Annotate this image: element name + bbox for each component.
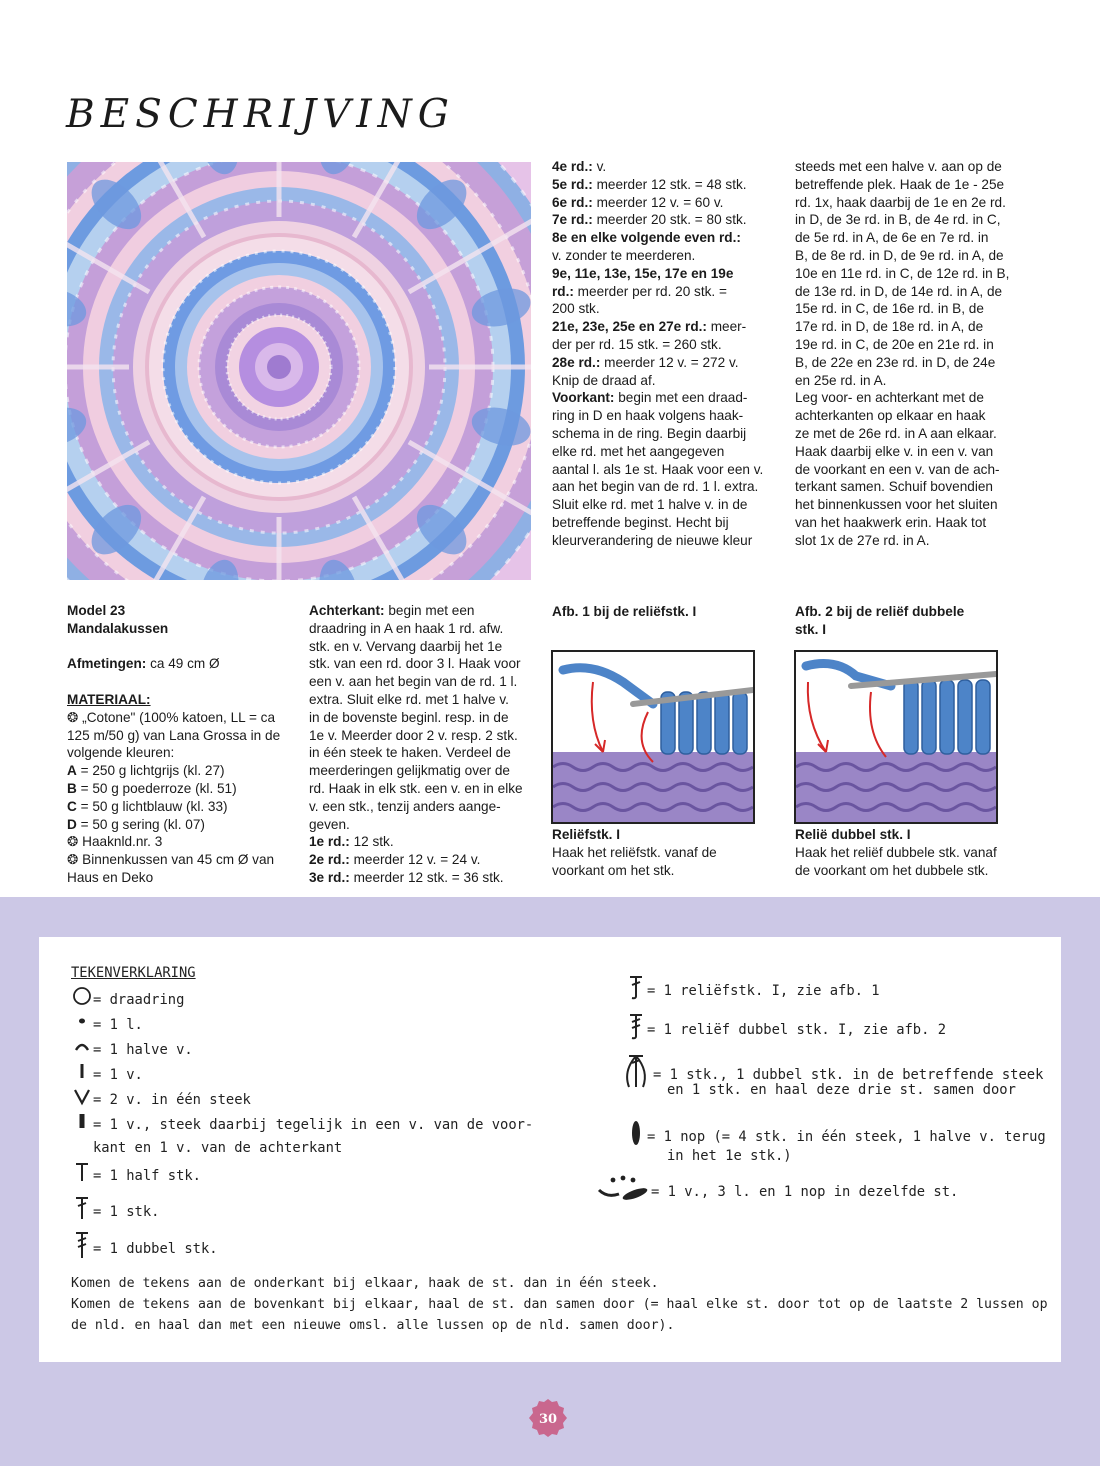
text-line: steeds met een halve v. aan op de (795, 159, 1002, 174)
text-line: v. een stk., tenzij anders aange- (309, 798, 501, 814)
mandala-illustration (67, 162, 531, 580)
legend-text: = 1 reliëf dubbel stk. I, zie afb. 2 (647, 1022, 947, 1038)
text-line: 17e rd. in D, de 18e rd. in A, de (795, 319, 984, 335)
back-label: Achterkant: (309, 603, 385, 618)
text-line: 15e rd. in C, de 16e rd. in B, de (795, 301, 984, 317)
text-line: meerderingen gelijkmatig over de (309, 763, 510, 779)
fig2-caption-title: Relië dubbel stk. I (795, 827, 911, 842)
color-row (67, 816, 292, 834)
fig1-caption-line: Haak het reliëfstk. vanaf de (552, 844, 717, 860)
text-line: Haak daarbij elke v. in een v. van (795, 443, 994, 459)
color-row (67, 762, 292, 780)
front-post-dc-icon (625, 974, 647, 1008)
color-key: D (67, 816, 77, 832)
page-number-badge (528, 1398, 568, 1438)
round-text: meerder 12 stk. = 48 stk. (592, 176, 747, 192)
color-row (67, 780, 292, 798)
text-line: betreffende plek. Haak de 1e - 25e (795, 176, 1005, 192)
text-line: draadring in A en haak 1 rd. afw. (309, 620, 504, 636)
text-line: 1e v. Meerder door 2 v. resp. 2 stk. (309, 727, 518, 743)
text-line: een v. aan het begin van de rd. 1 l. (309, 674, 518, 690)
color-key: C (67, 798, 77, 814)
text-line: aan het begin van de rd. 1 l. extra. (552, 479, 759, 495)
yarn-line-2: 125 m/50 g) van (67, 727, 166, 743)
text-line: begin met een draad- (614, 390, 748, 406)
chain-dot-icon (71, 1011, 93, 1039)
legend-item (71, 1161, 201, 1191)
round-row (552, 158, 774, 176)
cluster-icon (619, 1053, 653, 1097)
back-instructions-column (309, 602, 534, 887)
text-line: het binnenkussen voor het sluiten (795, 497, 998, 513)
size-value: ca 49 cm Ø (150, 656, 220, 672)
text-line: betreffende beginst. Hecht bij (552, 514, 729, 530)
fig2-caption (795, 826, 997, 879)
single-crochet-icon (71, 1061, 93, 1089)
text-line: in één steek te haken. Verdeel de (309, 745, 511, 761)
text-line: begin met een (388, 603, 475, 618)
yarn-brand: Lana Grossa (169, 727, 247, 743)
color-row (67, 798, 292, 816)
round-label: 28e rd.: (552, 354, 601, 370)
color-key: B (67, 780, 77, 796)
ring-icon (71, 986, 93, 1014)
text-line: slot 1x de 27e rd. in A. (795, 532, 930, 548)
round-text: meer- (706, 319, 747, 335)
materials-column (67, 602, 292, 887)
round-text: meerder 12 v. = 60 v. (592, 194, 724, 210)
round-row (309, 869, 534, 887)
fig2-title-line: stk. I (795, 621, 826, 637)
text-line: Sluit elke rd. met 1 halve v. in de (552, 497, 748, 513)
text-line: kleurverandering de nieuwe kleur (552, 532, 753, 548)
round-text: meerder per rd. 20 stk. = (573, 283, 727, 299)
legend-item (71, 986, 184, 1014)
cushion-line-1: Binnenkussen van 45 cm Ø van (82, 852, 275, 868)
round-label: 7e rd.: (552, 212, 593, 228)
text-line: stk. van een rd. door 3 l. Haak voor (309, 656, 521, 672)
text-line: geven. (309, 816, 350, 832)
legend-text: = 1 reliëfstk. I, zie afb. 1 (647, 983, 880, 999)
text-line: in de bovenste beginl. resp. in de (309, 709, 509, 725)
round-text: meerder 20 stk. = 80 stk. (592, 212, 747, 228)
fig1-caption-title: Reliëfstk. I (552, 827, 620, 842)
page-number: 30 (538, 1412, 558, 1427)
color-text: = 50 g sering (kl. 07) (76, 816, 205, 832)
bullet-icon: ❂ (67, 852, 79, 868)
legend-text: = 1 v., steek daarbij tegelijk in een v. van de voor- (93, 1117, 534, 1133)
text-line: aantal l. als 1e st. Haak voor een v. (552, 461, 764, 477)
color-key: A (67, 763, 77, 779)
text-line: in D, de 3e rd. in B, de 4e rd. in C, (795, 212, 1001, 228)
legend-heading: TEKENVERKLARING (71, 965, 196, 981)
text-line: elke rd. met het aangegeven (552, 443, 725, 459)
legend-text: = 1 half stk. (93, 1168, 201, 1184)
text-line: B, de 22e en 23e rd. in D, de 24e (795, 354, 996, 370)
symbol-legend (39, 937, 1061, 1362)
round-label: 4e rd.: (552, 159, 593, 174)
text-line: van het haakwerk erin. Haak tot (795, 514, 987, 530)
color-text: = 50 g poederroze (kl. 51) (76, 780, 237, 796)
double-crochet-icon (71, 1195, 93, 1229)
legend-item (71, 1011, 143, 1039)
text-line: 10e en 11e rd. in C, de 12e rd. in B, (795, 265, 1010, 281)
legend-item (625, 1012, 946, 1048)
legend-text: = 1 stk., 1 dubbel stk. in de betreffende steek (653, 1067, 1044, 1083)
model-name: Mandalakussen (67, 620, 169, 636)
joined-sc-icon (71, 1111, 93, 1139)
yarn-line-3: in de (250, 727, 281, 743)
text-line: ze met de 26e rd. in A aan elkaar. (795, 425, 997, 441)
note-line: Komen de tekens aan de bovenkant bij elkaar, haal de st. dan samen door (= haal elke st. door tot op de laatste 2 lussen op (71, 1297, 1048, 1312)
round-label: 21e, 23e, 25e en 27e rd.: (552, 319, 707, 335)
text-line: B, de 8e rd. in D, de 9e rd. in A, de (795, 247, 1004, 263)
text-line: Leg voor- en achterkant met de (795, 390, 984, 406)
size-label: Afmetingen: (67, 656, 147, 672)
legend-item (595, 1174, 958, 1210)
legend-item (71, 1195, 159, 1229)
round-row (552, 194, 774, 212)
round-text: v. zonder te meerderen. (552, 247, 696, 263)
text-line: en 25e rd. in A. (795, 372, 887, 388)
bobble-icon (625, 1119, 647, 1155)
round-text: 12 stk. (349, 834, 394, 850)
round-row (552, 176, 774, 194)
fig1-caption-line: voorkant om het stk. (552, 862, 675, 878)
text-line: schema in de ring. Begin daarbij (552, 425, 747, 441)
text-line: extra. Sluit elke rd. met 1 halve v. (309, 691, 509, 707)
legend-item (71, 1111, 533, 1139)
bullet-icon: ❂ (67, 834, 79, 850)
treble-crochet-icon (71, 1230, 93, 1268)
legend-item (71, 1036, 193, 1064)
yarn-line-4: volgende kleuren: (67, 745, 175, 761)
rounds-column (552, 158, 774, 550)
legend-text: kant en 1 v. van de achterkant (93, 1140, 343, 1156)
fig1-title: Afb. 1 bij de reliëfstk. I (552, 604, 697, 619)
text-line: 19e rd. in C, de 20e en 21e rd. in (795, 336, 994, 352)
legend-text: = 1 l. (93, 1017, 143, 1033)
text-line: Knip de draad af. (552, 372, 656, 388)
text-line: rd. 1x, haak daarbij de 1e en 2e rd. (795, 194, 1006, 210)
badge-icon (528, 1398, 568, 1438)
legend-text: = 2 v. in één steek (93, 1092, 251, 1108)
round-label: 1e rd.: (309, 834, 350, 850)
fig1-caption (552, 826, 717, 879)
round-row (552, 211, 774, 229)
hook-size: Haaknld.nr. 3 (82, 834, 163, 850)
page-title: BESCHRIJVING (66, 92, 455, 137)
fig2-title-line: Afb. 2 bij de reliëf dubbele (795, 604, 965, 619)
legend-item (71, 1230, 218, 1268)
note-line: de nld. en haal dan met een nieuwe omsl. alle lussen op de nld. samen door). (71, 1318, 675, 1333)
front-label: Voorkant: (552, 390, 615, 406)
legend-text: = 1 v., 3 l. en 1 nop in dezelfde st. (651, 1184, 959, 1200)
round-text: meerder 12 v. = 272 v. (600, 354, 739, 370)
text-line: achterkanten op elkaar en haak (795, 408, 986, 424)
legend-text: = 1 halve v. (93, 1042, 193, 1058)
text-line: de 13e rd. in D, de 14e rd. in A, de (795, 283, 1003, 299)
slip-stitch-icon (71, 1036, 93, 1064)
legend-item (71, 1086, 251, 1114)
text-line: rd. Haak in elk stk. een v. en in elke (309, 780, 523, 796)
fig2-title (795, 603, 964, 639)
legend-item (625, 974, 880, 1008)
round-row (309, 833, 534, 851)
round-label: 2e rd.: (309, 852, 350, 868)
cushion-line-2: Haus en Deko (67, 869, 154, 885)
round-text: meerder 12 v. = 24 v. (349, 852, 481, 868)
round-text: meerder 12 stk. = 36 stk. (349, 869, 504, 885)
legend-text: = 1 dubbel stk. (93, 1241, 218, 1257)
round-label: 8e en elke volgende even rd.: (552, 230, 741, 246)
legend-item (71, 1061, 143, 1089)
text-line: de 5e rd. in A, de 6e en 7e rd. in (795, 230, 989, 246)
round-label: 5e rd.: (552, 176, 593, 192)
color-text: = 50 g lichtblauw (kl. 33) (76, 798, 228, 814)
legend-text: en 1 stk. en haal deze drie st. samen door (667, 1082, 1016, 1098)
front-post-tr-icon (625, 1012, 647, 1048)
increase-icon (71, 1086, 93, 1114)
materials-heading: MATERIAAL: (67, 691, 151, 707)
color-text: = 250 g lichtgrijs (kl. 27) (76, 763, 225, 779)
legend-text: in het 1e stk.) (667, 1148, 792, 1164)
round-label: rd.: (552, 283, 574, 299)
mandala-photo (67, 162, 531, 580)
text-line: terkant samen. Schuif bovendien (795, 479, 993, 495)
round-label: 6e rd.: (552, 194, 593, 210)
legend-text: = 1 nop (= 4 stk. in één steek, 1 halve v. terug (647, 1129, 1046, 1145)
note-line: Komen de tekens aan de onderkant bij elkaar, haak de st. dan in één steek. (71, 1276, 659, 1291)
fig1-illustration (551, 650, 755, 824)
yarn-line-1: „Cotone" (100% katoen, LL = ca (82, 709, 276, 725)
legend-text: = draadring (93, 992, 185, 1008)
round-label: 3e rd.: (309, 869, 350, 885)
round-text: 200 stk. (552, 301, 600, 317)
text-line: de voorkant en een v. van de ach- (795, 461, 1000, 477)
fig2-illustration (794, 650, 998, 824)
legend-notes (71, 1273, 1048, 1336)
assembly-column (795, 158, 1035, 550)
text-line: stk. en v. Vervang daarbij het 1e (309, 638, 503, 654)
bullet-icon: ❂ (67, 709, 79, 725)
combo-stitch-icon (595, 1174, 651, 1210)
text-line: ring in D en haak volgens haak- (552, 408, 744, 424)
fig2-caption-line: Haak het reliëf dubbele stk. vanaf (795, 844, 997, 860)
legend-text: = 1 stk. (93, 1204, 160, 1220)
round-label: 9e, 11e, 13e, 15e, 17e en 19e (552, 265, 734, 281)
fig2-caption-line: de voorkant om het dubbele stk. (795, 862, 989, 878)
round-row (309, 851, 534, 869)
round-text: v. (592, 159, 607, 174)
legend-text: = 1 v. (93, 1067, 143, 1083)
half-double-icon (71, 1161, 93, 1191)
round-text: der per rd. 15 stk. = 260 stk. (552, 336, 722, 352)
model-number: Model 23 (67, 603, 126, 618)
